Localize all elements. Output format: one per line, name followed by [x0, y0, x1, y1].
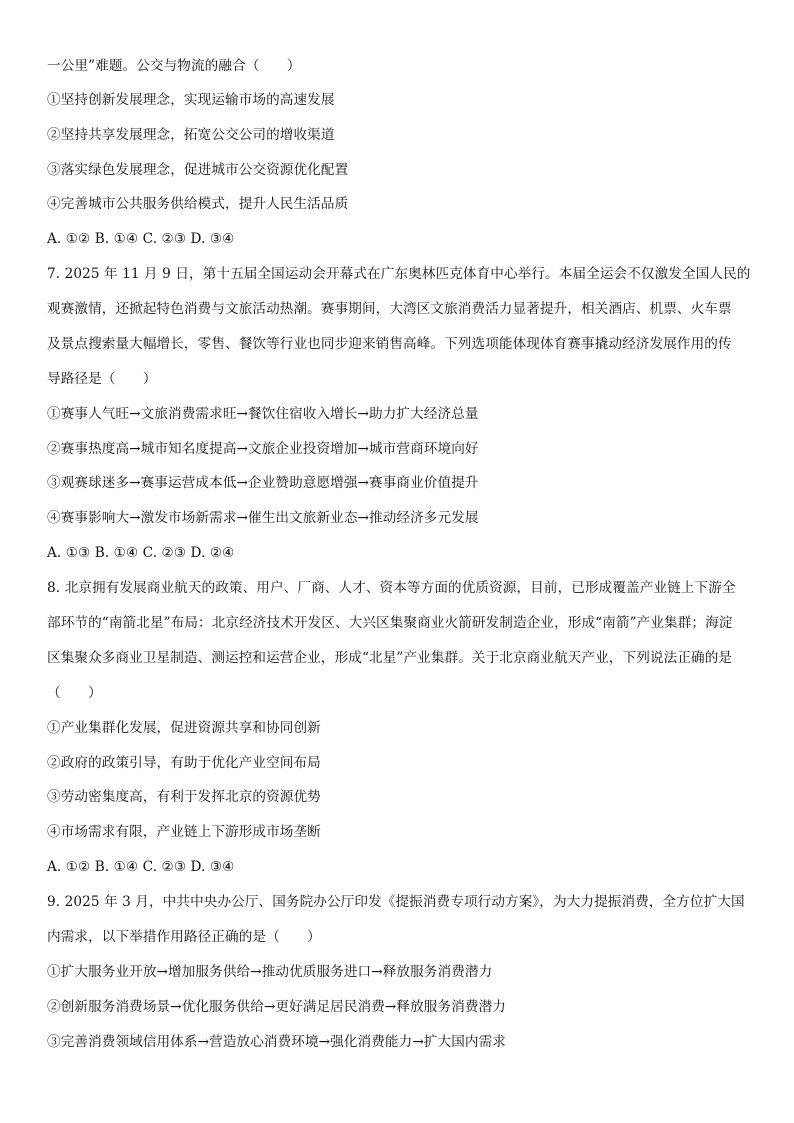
- q6-answer-choices: A. ①② B. ①④ C. ②③ D. ③④: [47, 231, 235, 247]
- q8-option-2: ②政府的政策引导，有助于优化产业空间布局: [47, 755, 321, 771]
- q7-option-4: ④赛事影响大→激发市场新需求→催生出文旅新业态→推动经济多元发展: [47, 510, 479, 526]
- q8-stem-line-3: 区集聚众多商业卫星制造、测运控和运营企业，形成“北星”产业集群。关于北京商业航天产业，下列说法正确的是: [47, 650, 733, 666]
- q7-stem-line-3: 及景点搜索量大幅增长，零售、餐饮等行业也同步迎来销售高峰。下列选项能体现体育赛事撬动经济发展作用的传: [47, 336, 732, 352]
- q9-option-1: ①扩大服务业开放→增加服务供给→推动优质服务进口→释放服务消费潜力: [47, 964, 493, 980]
- q9-stem-line-2: 内需求，以下举措作用路径正确的是（ ）: [47, 929, 321, 945]
- q8-stem-line-2: 部环节的“南箭北星”布局：北京经济技术开发区、大兴区集聚商业火箭研发制造企业，形成“南箭”产业集群；海淀: [47, 615, 733, 631]
- q9-option-3: ③完善消费领域信用体系→营造放心消费环境→强化消费能力→扩大国内需求: [47, 1034, 506, 1050]
- q7-option-2: ②赛事热度高→城市知名度提高→文旅企业投资增加→城市营商环境向好: [47, 441, 479, 457]
- q7-stem-line-4: 导路径是（ ）: [47, 371, 157, 387]
- q7-answer-choices: A. ①③ B. ①④ C. ②③ D. ②④: [47, 545, 235, 561]
- q7-option-1: ①赛事人气旺→文旅消费需求旺→餐饮住宿收入增长→助力扩大经济总量: [47, 406, 479, 422]
- q9-stem-line-1: 9. 2025 年 3 月，中共中央办公厅、国务院办公厅印发《提振消费专项行动方案》，为大力提振消费，全方位扩大国: [47, 894, 745, 910]
- q8-option-4: ④市场需求有限，产业链上下游形成市场垄断: [47, 824, 321, 840]
- q8-stem-line-4: （ ）: [47, 685, 102, 701]
- q9-option-2: ②创新服务消费场景→优化服务供给→更好满足居民消费→释放服务消费潜力: [47, 999, 506, 1015]
- q6-option-1: ①坚持创新发展理念，实现运输市场的高速发展: [47, 92, 335, 108]
- q6-stem-end: 一公里”难题。公交与物流的融合（ ）: [47, 58, 301, 74]
- q8-option-3: ③劳动密集度高，有利于发挥北京的资源优势: [47, 789, 321, 805]
- q8-option-1: ①产业集群化发展，促进资源共享和协同创新: [47, 720, 321, 736]
- q6-option-3: ③落实绿色发展理念，促进城市公交资源优化配置: [47, 162, 349, 178]
- q7-option-3: ③观赛球迷多→赛事运营成本低→企业赞助意愿增强→赛事商业价值提升: [47, 475, 479, 491]
- q7-stem-line-2: 观赛激情，还掀起特色消费与文旅活动热潮。赛事期间，大湾区文旅消费活力显著提升，相关酒店、机票、火车票: [47, 301, 732, 317]
- q8-answer-choices: A. ①② B. ①④ C. ②③ D. ③④: [47, 859, 235, 875]
- q6-option-4: ④完善城市公共服务供给模式，提升人民生活品质: [47, 196, 349, 212]
- q8-stem-line-1: 8. 北京拥有发展商业航天的政策、用户、厂商、人才、资本等方面的优质资源，目前，已形成覆盖产业链上下游全: [47, 580, 736, 596]
- q6-option-2: ②坚持共享发展理念，拓宽公交公司的增收渠道: [47, 127, 335, 143]
- q7-stem-line-1: 7. 2025 年 11 月 9 日，第十五届全国运动会开幕式在广东奥林匹克体育中心举行。本届全运会不仅激发全国人民的: [47, 266, 751, 282]
